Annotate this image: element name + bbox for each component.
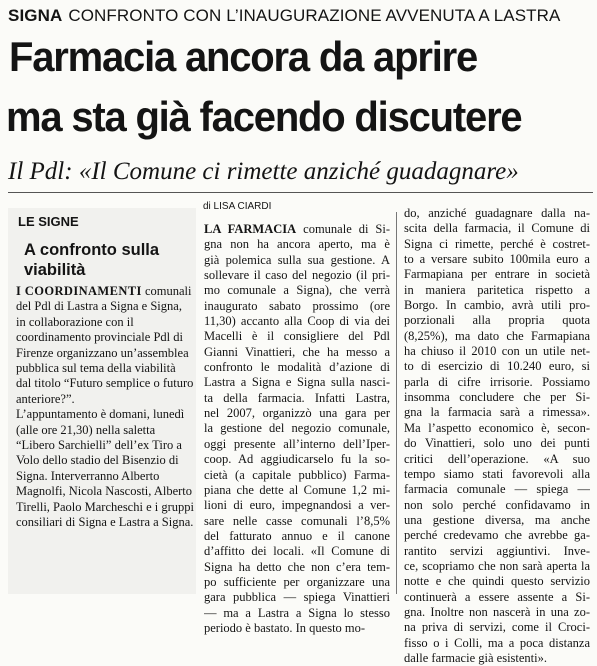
article-line: oggi presente all’interno dell’Iper-: [204, 436, 390, 451]
article-line: (8,25%), ma dato che Farmapiana: [404, 328, 590, 343]
article-line: perché credevamo che avrebbe ga-: [404, 528, 590, 543]
article-line: parla di cifre irrisorie. Possiamo: [404, 374, 590, 389]
header-divider: [8, 192, 593, 193]
article-line: mo comunale a Signa), che verrà: [204, 283, 390, 298]
article-line: tempo siamo stati favorevoli alla: [404, 466, 590, 481]
article-line: non solo perché confidavamo in: [404, 497, 590, 512]
article-line: porzionali alla propria quota: [404, 313, 590, 328]
article-line: fisso o i Colli, ma a poca distanza: [404, 635, 590, 650]
article-line: gna non ha ancora aperto, ma è: [204, 237, 390, 252]
article-line: Signa ha detto che non c’era tem-: [204, 559, 390, 574]
article-line: to di esercizio di 10.240 euro, si: [404, 359, 590, 374]
article-line: piana che dette al Comune 1,2 mi-: [204, 482, 390, 497]
article-lead: LA FARMACIA: [204, 222, 297, 236]
article-line: po sufficiente per organizzare una: [204, 574, 390, 589]
article-line: na priva di servizi, come il Croci-: [404, 620, 590, 635]
article-line: insomma concludere che per Si-: [404, 390, 590, 405]
sidebar-paragraph-1: [16, 284, 194, 407]
article-line: — ma a Lastra a Signa lo stesso: [204, 605, 390, 620]
article-line: ta della farmacia. Infatti Lastra,: [204, 390, 390, 405]
article-line: Farmapiana per entrare in società: [404, 267, 590, 282]
article-line: Ma l’aspetto economico è, secon-: [404, 420, 590, 435]
article-line: 11,30) accanto alla Coop di via dei: [204, 314, 390, 329]
headline-line-1: Farmacia ancora da aprire: [9, 34, 478, 81]
kicker-text: CONFRONTO CON L’INAUGURAZIONE AVVENUTA A LASTRA: [68, 6, 561, 25]
kicker: [8, 6, 593, 28]
article-line: Borgo. In cambio, avrà utili pro-: [404, 298, 590, 313]
article-line: periodo è bastato. In questo mo-: [204, 620, 366, 635]
kicker-place: SIGNA: [8, 6, 63, 25]
sidebar-text-1: comunali del Pdl di Lastra a Signa e Signa, in collaborazione con il coordinamento provinciale Pdl di Firenze organizzano un’assemblea pubblica sul tema della viabilità dal titolo “Futuro semplice o futuro anteriore?”.: [16, 284, 194, 406]
article-line: critici dell’operazione. «A suo: [404, 451, 590, 466]
article-line: Macelli è il consigliere del Pdl: [204, 329, 390, 344]
sidebar-lead: I COORDINAMENTI: [16, 284, 142, 298]
headline-line-2: ma sta già facendo discutere: [6, 94, 522, 141]
article-line: la gestione del negozio comunale,: [204, 421, 390, 436]
article-line: do, anziché guadagnare dalla na-: [404, 206, 590, 220]
sidebar-body: [16, 284, 194, 531]
article-line: sare nelle casse comunali l’8,5%: [204, 513, 390, 528]
article-line: ha chiuso il 2010 con un utile net-: [404, 344, 590, 359]
article-line: del fatturato annuo e il canone: [204, 528, 390, 543]
article-line: LA FARMACIA comunale di Si-: [204, 222, 390, 236]
article-line: do Vinattieri, solo uno dei punti: [404, 436, 590, 451]
article-line: nel 2007, organizzò una gara per: [204, 406, 390, 421]
article-line: farmacia comunale — spiega —: [404, 482, 590, 497]
article-line: Gianni Vinattieri, che ha messo a: [204, 344, 390, 359]
article-line: gna. Inoltre non nascerà in una zo-: [404, 604, 590, 619]
article-column-2: [404, 206, 590, 666]
byline: di LISA CIARDI: [203, 201, 272, 212]
article-line: d’affitto dei locali. «Il Comune di: [204, 544, 390, 559]
sidebar-title: A confronto sulla viabilità: [24, 241, 160, 279]
article-line: scita della farmacia, il Comune di: [404, 221, 590, 236]
sidebar-label: LE SIGNE: [18, 214, 79, 229]
article-line: gna la farmacia sarà a rimessa».: [404, 405, 590, 420]
article-line: to a versare subito 100mila euro a: [404, 252, 590, 267]
article-line: confronto le modalità d’azione di: [204, 360, 390, 375]
article-line: coop. Ad aggiudicarselo fu la so-: [204, 452, 390, 467]
article-line: inaugurato sabato prossimo (ore: [204, 298, 390, 313]
article-line: in maniera paritetica rispetto a: [404, 282, 590, 297]
subheadline: Il Pdl: «Il Comune ci rimette anziché guadagnare»: [8, 158, 519, 185]
article-line: rantito servizi aggiuntivi. Inve-: [404, 543, 590, 558]
sidebar-paragraph-2: L’appuntamento è domani, lunedì (alle ore 21,30) nella saletta “Libero Sarchielli” dell’ex Tiro a Volo dello stadio del Bisenzio di Signa. Interverranno Alberto Magnolfi, Nicola Nascosti, Alberto Tirelli, Paolo Marcheschi e i gruppi consiliari di Signa e Lastra a Signa.: [16, 407, 194, 530]
article-line: notte e che quindi questo servizio: [404, 574, 590, 589]
article-line: sollevare il caso del negozio (il pri-: [204, 268, 390, 283]
article-line: già polemica sulla sua gestione. A: [204, 252, 390, 267]
article-line: dalle farmacie già esistenti».: [404, 650, 547, 665]
article-line: lioni di euro, impegnandosi a ver-: [204, 498, 390, 513]
article-line: gara pubblica — spiega Vinattieri: [204, 590, 390, 605]
column-divider: [396, 212, 397, 594]
article-column-1: [204, 222, 390, 636]
article-line: cietà (a capitale pubblico) Farma-: [204, 467, 390, 482]
article-line: Signa ci rimette, perché è costret-: [404, 236, 590, 251]
article-line: Lastra a Signa e Signa sulla nasci-: [204, 375, 390, 390]
article-line: ce, scopriamo che non sarà aperta la: [404, 558, 590, 573]
article-line: continuerà a essere assente a Si-: [404, 589, 590, 604]
article-line: una gestione diversa, ma anche: [404, 512, 590, 527]
